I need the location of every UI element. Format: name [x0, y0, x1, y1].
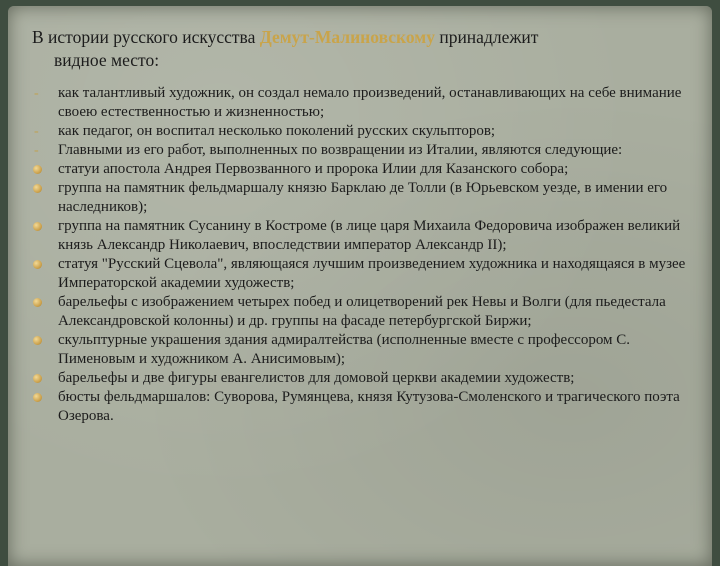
list-item-text: барельефы и две фигуры евангелистов для домовой церкви академии художеств;	[58, 370, 575, 386]
intro-text-line2: видное место:	[54, 50, 160, 70]
list-item-text: как педагог, он воспитал несколько поколений русских скульпторов;	[58, 123, 496, 139]
list-item-text: как талантливый художник, он создал немало произведений, останавливающих на себе внимание своею естественностью и жизненностью;	[58, 85, 682, 120]
dash-marker-icon: -	[34, 143, 39, 158]
intro-text-after: принадлежит	[434, 27, 539, 47]
bullet-marker-icon	[33, 374, 42, 383]
bullet-marker-icon	[33, 260, 42, 269]
list-item-text: Главными из его работ, выполненных по возвращении из Италии, являются следующие:	[58, 142, 623, 158]
artist-name: Демут-Малиновскому	[259, 27, 435, 47]
list-item-text: статуя "Русский Сцевола", являющаяся лучшим произведением художника и находящаяся в музее Императорской академии художеств;	[58, 256, 686, 291]
list-item	[32, 160, 692, 179]
list-item	[32, 388, 692, 426]
list-item-text: статуи апостола Андрея Первозванного и пророка Илии для Казанского собора;	[58, 161, 569, 177]
bullet-marker-icon	[33, 184, 42, 193]
list-item	[32, 369, 692, 388]
bullet-marker-icon	[33, 336, 42, 345]
list-item	[32, 179, 692, 217]
bullet-marker-icon	[33, 393, 42, 402]
dash-marker-icon: -	[34, 86, 39, 101]
list-item-text: группа на памятник фельдмаршалу князю Барклаю де Толли (в Юрьевском уезде, в имении его наследников);	[58, 180, 668, 215]
bullet-marker-icon	[33, 298, 42, 307]
list-item-text: группа на памятник Сусанину в Костроме (в лице царя Михаила Федоровича изображен великий князь Александр Николаевич, впоследствии император Александр II);	[58, 218, 681, 253]
intro-paragraph	[32, 26, 692, 72]
list-item	[32, 293, 692, 331]
list-item	[32, 122, 692, 141]
list-item	[32, 217, 692, 255]
list-item	[32, 331, 692, 369]
list-item-text: скульптурные украшения здания адмиралтейства (исполненные вместе с профессором С. Пименовым и художником А. Анисимовым);	[58, 332, 631, 367]
bullet-marker-icon	[33, 165, 42, 174]
dash-marker-icon: -	[34, 124, 39, 139]
list-item	[32, 255, 692, 293]
slide-panel	[8, 6, 712, 566]
list-item-text: бюсты фельдмаршалов: Суворова, Румянцева, князя Кутузова-Смоленского и трагического поэта Озерова.	[58, 389, 680, 424]
intro-text-before: В истории русского искусства	[32, 27, 260, 47]
list-item-text: барельефы с изображением четырех побед и олицетворений рек Невы и Волги (для пьедестала Александровской колонны) и др. группы на фасаде петербургской Биржи;	[58, 294, 666, 329]
list-item	[32, 141, 692, 160]
works-list	[32, 84, 692, 426]
bullet-marker-icon	[33, 222, 42, 231]
list-item	[32, 84, 692, 122]
slide-content	[32, 26, 692, 426]
